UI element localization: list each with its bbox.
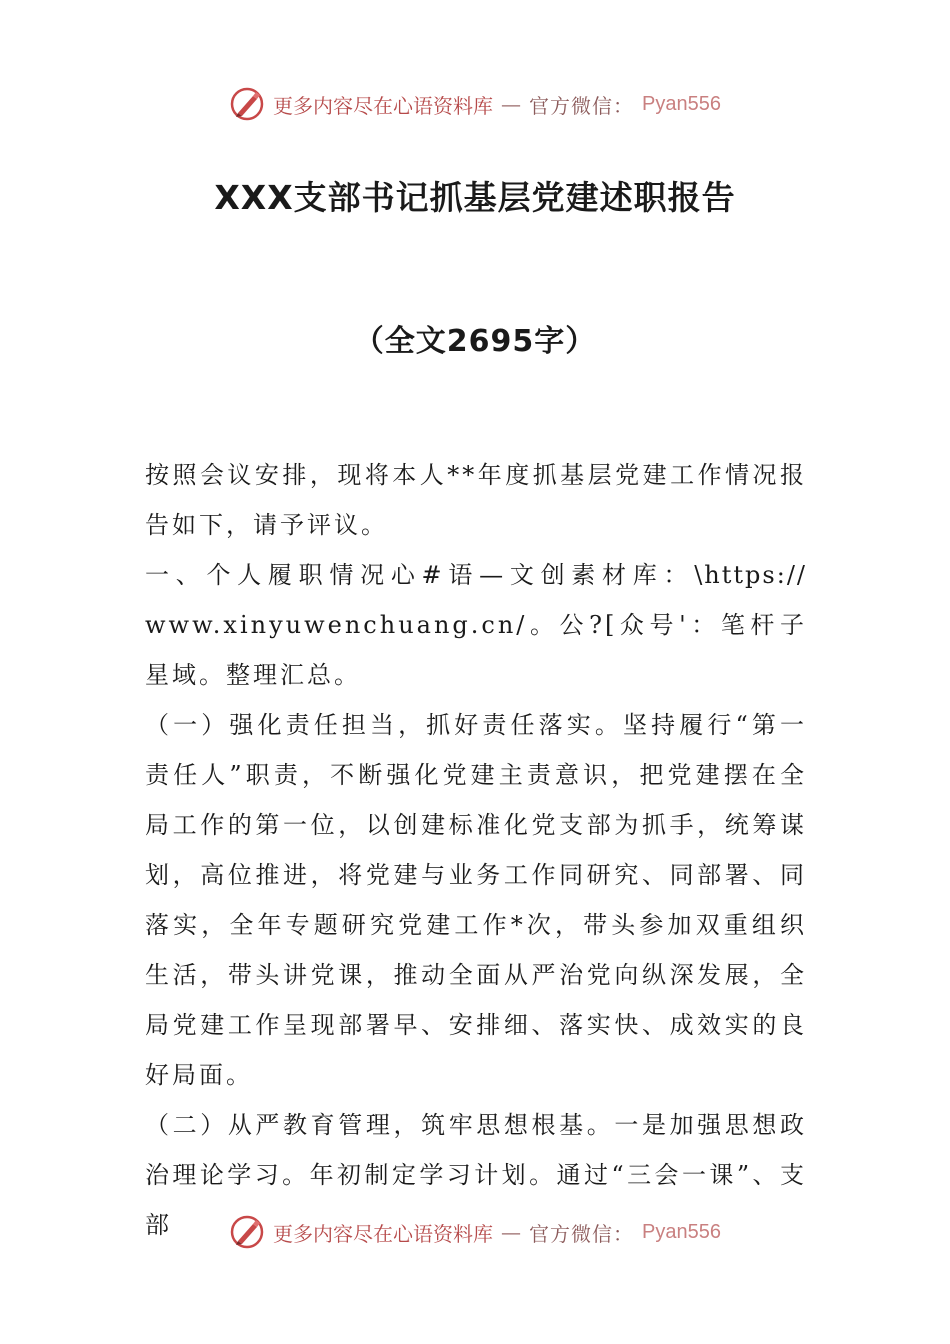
footer-watermark bbox=[0, 1212, 950, 1252]
watermark-text: 更多内容尽在心语资料库 bbox=[273, 1221, 494, 1246]
pen-logo-icon bbox=[229, 86, 265, 122]
watermark-text: 更多内容尽在心语资料库 bbox=[273, 93, 494, 118]
paragraph-section-heading: 一、个人履职情况心#语—文创素材库：\https:// bbox=[145, 561, 807, 589]
watermark-wechat-id: Pyan556 bbox=[642, 92, 721, 115]
pen-logo-icon bbox=[229, 1214, 265, 1250]
paragraph-intro: 按照会议安排，现将本人**年度抓基层党建工作情况报告如下，请予评议。 bbox=[145, 461, 807, 539]
document-title: XXX支部书记抓基层党建述职报告 bbox=[214, 178, 736, 217]
paragraph-responsibility: （一）强化责任担当，抓好责任落实。坚持履行“第一责任人”职责，不断强化党建主责意识，把党建摆在全局工作的第一位，以创建标准化党支部为抓手，统筹谋划，高位推进，将党建与业务工作同研究、同部署、同落实，全年专题研究党建工作*次，带头参加双重组织生活，带头讲党课，推动全面从严治党向纵深发展，全局党建工作呈现部署早、安排细、落实快、成效实的良好局面。 bbox=[145, 711, 807, 1089]
document-body bbox=[145, 450, 807, 1250]
paragraph-education: （二）从严教育管理，筑牢思想根基。一是加强思想政治理论学习。年初制定学习计划。通过“三会一课”、支部 bbox=[145, 1111, 807, 1239]
paragraph-url-line: www.xinyuwenchuang.cn/。公?[众号'：笔杆子星域。整理汇总。 bbox=[145, 611, 807, 689]
watermark-separator: — bbox=[501, 1220, 522, 1244]
header-watermark bbox=[0, 84, 950, 124]
watermark-wechat-id: Pyan556 bbox=[642, 1220, 721, 1243]
watermark-separator: — bbox=[501, 92, 522, 116]
watermark-wechat-label: 官方微信： bbox=[529, 93, 635, 118]
document-subtitle: （全文2695字） bbox=[353, 324, 597, 359]
watermark-wechat-label: 官方微信： bbox=[529, 1221, 635, 1246]
